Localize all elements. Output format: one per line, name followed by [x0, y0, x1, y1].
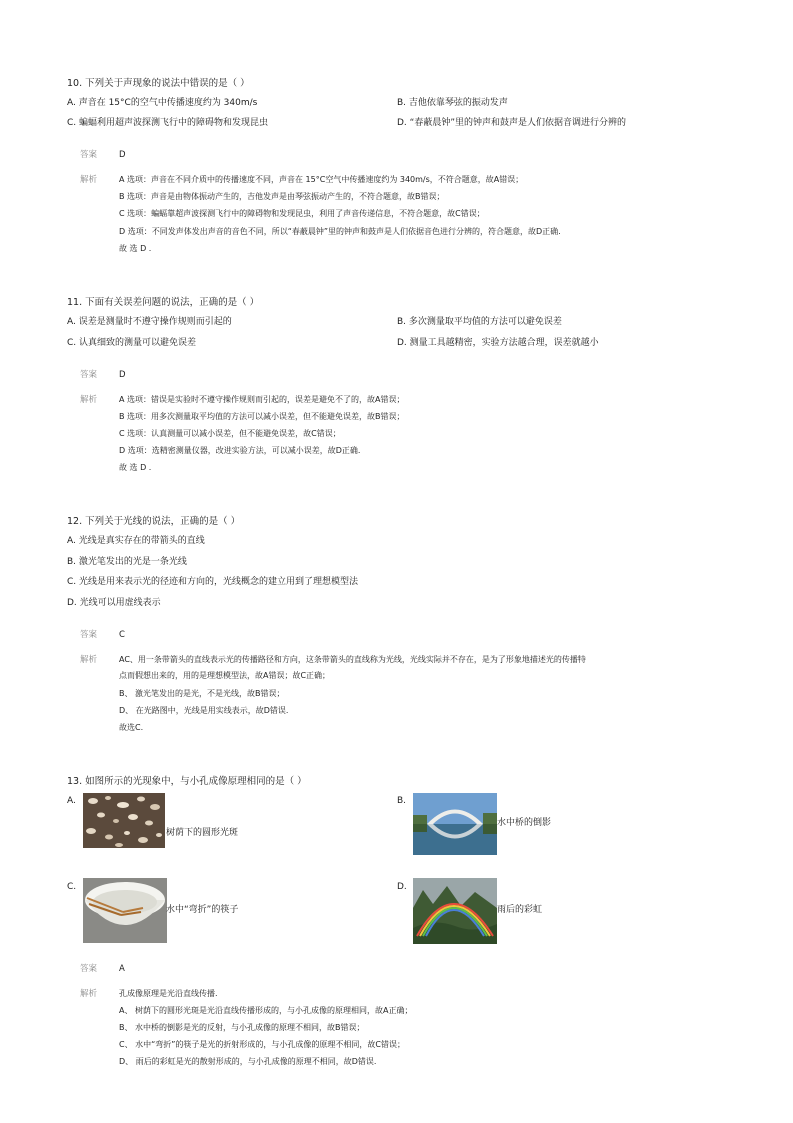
question-10-answer: D [119, 150, 126, 160]
question-12-explanation-line: AC、用一条带箭头的直线表示光的传播路径和方向，这条带箭头的直线称为光线，光线实际并不存在，是为了形象地描述光的传播特 [119, 655, 586, 664]
question-11-stem: 11. 下面有关误差问题的说法，正确的是（ ） [67, 297, 260, 308]
question-11-answer: D [119, 370, 126, 380]
question-10-option-a: A. 声音在 15°C的空气中传播速度约为 340m/s [67, 98, 258, 108]
question-11-explanation-line: B 选项：用多次测量取平均值的方法可以减小误差，但不能避免误差，故B错误； [119, 412, 405, 421]
question-10-explanation-line: B 选项：声音是由物体振动产生的，吉他发声是由琴弦振动产生的，不符合题意，故B错误； [119, 192, 445, 201]
question-12-stem: 12. 下列关于光线的说法，正确的是（ ） [67, 516, 241, 527]
question-12-analysis-label: 解析 [80, 655, 98, 665]
question-10-option-d: D. “春蔽晨钟”里的钟声和鼓声是人们依据音调进行分辨的 [397, 118, 626, 128]
question-10-option-b: B. 吉他依靠琴弦的振动发声 [397, 98, 508, 108]
question-12-option-c: C. 光线是用来表示光的径迹和方向的，光线概念的建立用到了理想模型法 [67, 577, 359, 587]
question-13-explanation-line: B、 水中桥的倒影是光的反射，与小孔成像的原理不相同，故B错误； [119, 1023, 365, 1032]
bent-chopsticks-image [83, 878, 167, 943]
question-13-stem: 13. 如图所示的光现象中，与小孔成像原理相同的是（ ） [67, 776, 307, 787]
question-13-explanation-line: 孔成像原理是光沿直线传播. [119, 989, 218, 998]
question-13-option-b-caption: 水中桥的倒影 [497, 818, 552, 828]
question-10-explanation-line: A 选项：声音在不同介质中的传播速度不同，声音在 15°C空气中传播速度约为 340m/s，不符合题意，故A错误； [119, 175, 524, 184]
question-12-option-a: A. 光线是真实存在的带箭头的直线 [67, 536, 205, 546]
question-12-answer-label: 答案 [80, 630, 98, 640]
question-11-option-b: B. 多次测量取平均值的方法可以避免误差 [397, 317, 562, 327]
question-11-option-a: A. 误差是测量时不遵守操作规则而引起的 [67, 317, 232, 327]
question-10-answer-label: 答案 [80, 150, 98, 160]
question-11-option-c: C. 认真细致的测量可以避免误差 [67, 338, 197, 348]
question-13-explanation-line: C、 水中“弯折”的筷子是光的折射形成的，与小孔成像的原理不相同，故C错误； [119, 1040, 406, 1049]
question-13-answer-label: 答案 [80, 964, 98, 974]
question-13-option-c-caption: 水中“弯折”的筷子 [166, 905, 239, 915]
question-11-explanation-line: A 选项：错误是实验时不遵守操作规则而引起的，误差是避免不了的，故A错误； [119, 395, 405, 404]
question-11-analysis-label: 解析 [80, 395, 98, 405]
tree-shade-light-spots-image [83, 793, 165, 848]
question-12-explanation-line: D、 在光路图中，光线是用实线表示，故D错误. [119, 706, 289, 715]
question-10-analysis-label: 解析 [80, 175, 98, 185]
question-11-explanation-line: 故 选 D . [119, 463, 152, 472]
question-13-option-a-letter: A. [67, 796, 76, 806]
bridge-reflection-image [413, 793, 497, 855]
question-10-explanation-line: C 选项：蝙蝠靠超声波探测飞行中的障碍物和发现昆虫，利用了声音传递信息，不符合题意，故C错误； [119, 209, 485, 218]
question-13-option-d-letter: D. [397, 882, 407, 892]
question-13-analysis-label: 解析 [80, 989, 98, 999]
question-12-answer: C [119, 630, 125, 640]
question-12-explanation-line: B、 激光笔发出的是光，不是光线，故B错误； [119, 689, 285, 698]
question-13-option-b-letter: B. [397, 796, 407, 806]
question-13-option-c-letter: C. [67, 882, 77, 892]
question-10-option-c: C. 蝙蝠利用超声波探测飞行中的障碍物和发现昆虫 [67, 118, 269, 128]
question-12-option-b: B. 激光笔发出的光是一条光线 [67, 557, 187, 567]
rainbow-image [413, 878, 497, 944]
question-13-explanation-line: A、 树荫下的圆形光斑是光沿直线传播形成的，与小孔成像的原理相同，故A正确； [119, 1006, 413, 1015]
question-13-answer: A [119, 964, 125, 974]
question-13-explanation-line: D、 雨后的彩虹是光的散射形成的，与小孔成像的原理不相同，故D错误. [119, 1057, 377, 1066]
question-11-explanation-line: D 选项：选精密测量仪器，改进实验方法，可以减小误差，故D正确. [119, 446, 361, 455]
question-11-option-d: D. 测量工具越精密，实验方法越合理，误差就越小 [397, 338, 599, 348]
question-13-option-d-caption: 雨后的彩虹 [497, 905, 543, 915]
question-12-explanation-line: 点而假想出来的，用的是理想模型法，故A错误；故C正确； [119, 671, 331, 680]
question-10-explanation-line: D 选项：不同发声体发出声音的音色不同，所以“春蔽晨钟”里的钟声和鼓声是人们依据音色进行分辨的，符合题意，故D正确. [119, 227, 561, 236]
question-12-explanation-line: 故选C. [119, 723, 144, 732]
question-12-option-d: D. 光线可以用虚线表示 [67, 598, 161, 608]
question-10-stem: 10. 下列关于声现象的说法中错误的是（ ） [67, 78, 250, 89]
question-13-option-a-caption: 树荫下的圆形光斑 [166, 828, 239, 838]
question-10-explanation-line: 故 选 D . [119, 244, 152, 253]
question-11-answer-label: 答案 [80, 370, 98, 380]
question-11-explanation-line: C 选项：认真测量可以减小误差，但不能避免误差，故C错误； [119, 429, 341, 438]
